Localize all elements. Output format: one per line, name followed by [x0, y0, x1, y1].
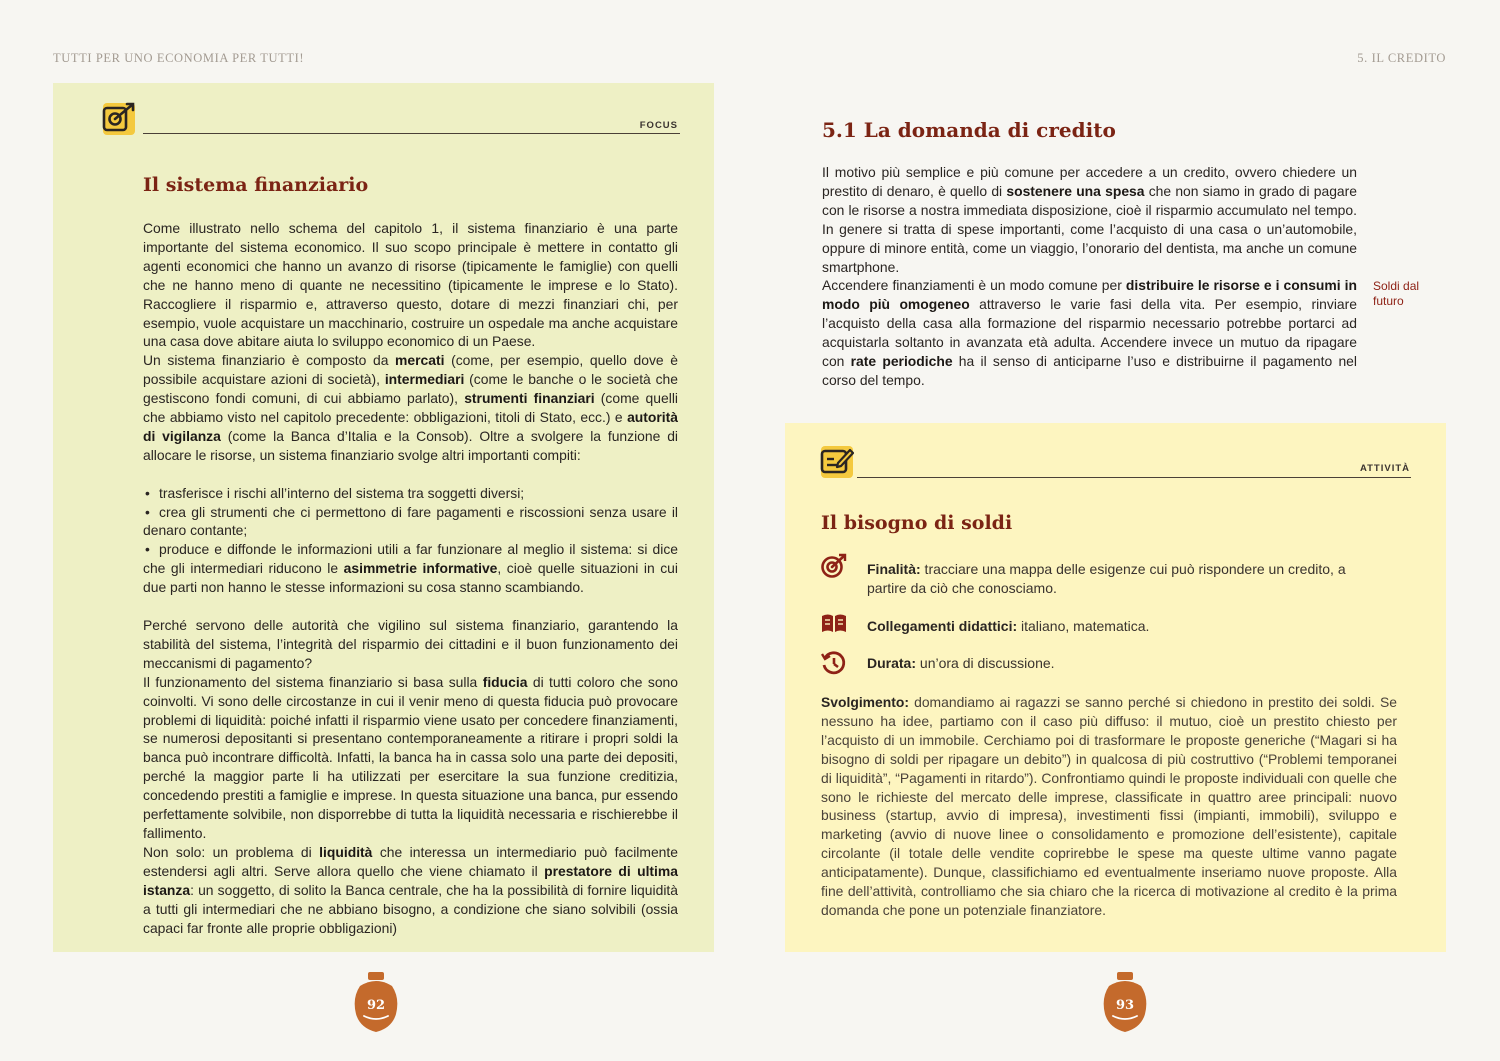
margin-note: Soldi dal futuro: [1373, 279, 1420, 308]
page-number-label: 93: [1115, 998, 1135, 1013]
focus-body: [143, 219, 678, 937]
durata-row: Durata: un’ora di discussione.: [867, 655, 1055, 671]
section-body: [822, 163, 1357, 390]
running-head-left: TUTTI PER UNO ECONOMIA PER TUTTI!: [53, 51, 305, 65]
finalita-row: Finalità: tracciare una mappa delle esigenze cui può rispondere un credito, a partire da ciò che conosciamo.: [867, 561, 1346, 596]
page-number-left: [352, 972, 400, 1034]
list-item: • trasferisce i rischi all’interno del sistema tra soggetti diversi;: [143, 484, 678, 503]
activity-box: [785, 423, 1446, 952]
focus-title: Il sistema finanziario: [143, 174, 369, 196]
clock-icon: [821, 650, 847, 681]
focus-bullet-list: [143, 484, 678, 597]
focus-paragraph-5: Non solo: un problema di liquidità che interessa un intermediario può facilmente estendersi agli altri. Serve allora quello che viene chiamato il prestatore di ultima istanza: un soggetto, di solito la Banca centrale, che ha la possibilità di fornire liquidità a tutti gli intermediari che ne abbiano bisogno, a condizione che siano solvibili (ossia capaci far fronte alle proprie obbligazioni): [143, 843, 678, 936]
activity-rule: [857, 477, 1411, 478]
svolgimento-paragraph: Svolgimento: domandiamo ai ragazzi se sanno perché si chiedono in prestito dei soldi. Se nessuno ha idee, partiamo con il caso più diffuso: il mutuo, cioè un prestito chiesto per l’acquisto di un immobile. Cerchiamo poi di trasformare le proposte generiche (“Magari si ha bisogno di soldi per ripagare un debito”) in qualcosa di più costruttivo (“Problemi temporanei di liquidità”, “Pagamenti in ritardo”). Confrontiamo quindi le proposte individuali con quelle che sono le richieste del mercato delle imprese, classificate in quattro aree principali: nuovo business (startup, avvio di impresa), investimenti fissi (impianti, immobili), sviluppo e marketing (avvio di nuove linee o consolidamento e promozione dell’esistente), capitale circolante (il totale delle vendite coprirebbe le spese ma queste ultime vanno pagate anticipatamente). Dunque, classifichiamo ed eventualmente inseriamo nuove proposte. Alla fine dell’attività, controlliamo che sia chiaro che la ricerca di motivazione al credito è la prima domanda che pone un potenziale finanziatore.: [821, 694, 1397, 918]
page-number-right: [1101, 972, 1149, 1034]
goal-target-icon: [821, 553, 847, 584]
focus-paragraph-3: Perché servono delle autorità che vigilino sul sistema finanziario, garantendo la stabilità del sistema, l’integrità del risparmio dei cittadini e il buon funzionamento dei meccanismi di pagamento?: [143, 617, 678, 671]
focus-paragraph-1: Come illustrato nello schema del capitolo 1, il sistema finanziario è una parte importante del sistema economico. Il suo scopo principale è mettere in contatto gli agenti economici che hanno un avanzo di risorse (tipicamente le famiglie) con quelli che ne hanno meno di quante ne necessitino (tipicamente le imprese e lo Stato). Raccogliere il risparmio e, attraverso questo, dotare di mezzi finanziari chi, per esempio, vuole acquistare un macchinario, costruire un ospedale ma anche acquistare una casa dove abitare aiuta lo sviluppo economico di un Paese.: [143, 220, 678, 350]
collegamenti-row: Collegamenti didattici: italiano, matematica.: [867, 618, 1150, 634]
section-paragraph-2: Accendere finanziamenti è un modo comune per distribuire le risorse e i consumi in modo più omogeneo attraverso le varie fasi della vita. Per esempio, rinviare l’acquisto della casa alla formazione del risparmio necessario potrebbe portarci ad acquistarla soltanto in avanzata età adulta. Accendere invece un mutuo da ripagare con rate periodiche ha il senso di anticiparne l’uso e distribuirne il pagamento nel corso del tempo.: [822, 277, 1357, 388]
focus-tag: FOCUS: [639, 120, 678, 131]
activity-title: Il bisogno di soldi: [821, 512, 1013, 534]
page-number-label: 92: [366, 998, 386, 1013]
focus-rule: [143, 133, 680, 134]
target-icon: [103, 103, 135, 135]
pencil-note-icon: [821, 446, 853, 478]
focus-paragraph-2: Un sistema finanziario è composto da mercati (come, per esempio, quello dove è possibile acquistare azioni di società), intermediari (come le banche o le società che gestiscono fondi comuni, di cui abbiamo parlato), strumenti finanziari (come quelli che abbiamo visto nel capitolo precedente: obbligazioni, titoli di Stato, ecc.) e autorità di vigilanza (come la Banca d’Italia e la Consob). Oltre a svolgere la funzione di allocare le risorse, un sistema finanziario svolge altri importanti compiti:: [143, 352, 679, 463]
running-head-right: 5. IL CREDITO: [1357, 51, 1446, 65]
activity-tag: ATTIVITÀ: [1359, 463, 1410, 474]
list-item: • crea gli strumenti che ci permettono di fare pagamenti e riscossioni senza usare il denaro contante;: [143, 503, 678, 541]
focus-box: [53, 83, 714, 952]
list-item: • produce e diffonde le informazioni utili a far funzionare al meglio il sistema: si dice che gli intermediari riducono le asimmetrie informative, cioè quelle situazioni in cui due parti non hanno le stesse informazioni su cosa stanno scambiando.: [143, 540, 678, 597]
open-book-icon: [821, 613, 847, 640]
focus-paragraph-4: Il funzionamento del sistema finanziario si basa sulla fiducia di tutti coloro che sono coinvolti. Vi sono delle circostanze in cui il venir meno di questa fiducia può provocare problemi di liquidità: poiché infatti il risparmio viene usato per concedere finanziamenti, se numerosi depositanti si presentano contemporaneamente a ritirare i propri soldi la banca può incontrare difficoltà. Infatti, la banca ha in cassa solo una parte dei depositi, perché la maggior parte li ha utilizzati per esercitare la sua funzione creditizia, concedendo prestiti a famiglie e imprese. In questa situazione una banca, pur essendo perfettamente solvibile, non disporrebbe di tutta la liquidità necessaria e rischierebbe il fallimento.: [143, 673, 678, 841]
section-paragraph-1: Il motivo più semplice e più comune per accedere a un credito, ovvero chiedere un prestito di denaro, è quello di sostenere una spesa che non siamo in grado di pagare con le risorse a nostra immediata disposizione, cioè il risparmio accumulato nel tempo. In genere si tratta di spese importanti, come l’acquisto di una casa o un’automobile, oppure di minore entità, come un viaggio, l’onorario del dentista, ma anche un comune smartphone.: [822, 164, 1357, 275]
section-title: 5.1 La domanda di credito: [822, 118, 1116, 142]
